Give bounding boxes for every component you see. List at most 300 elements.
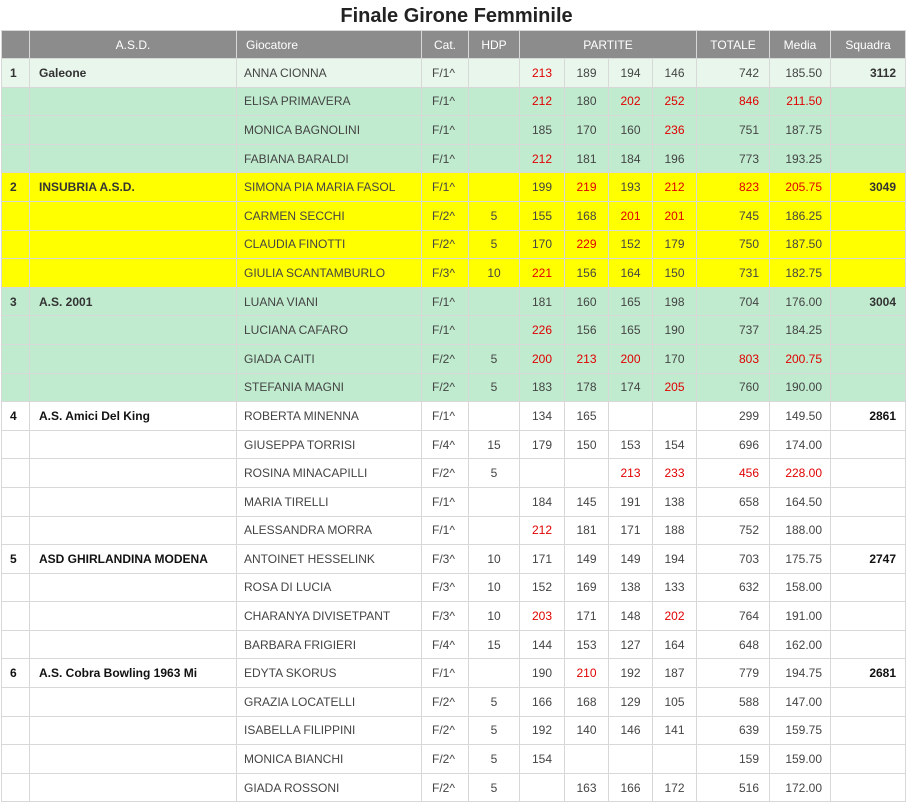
game-score: 172 [653, 773, 697, 802]
player-total: 752 [697, 516, 770, 545]
player-average: 186.25 [770, 201, 831, 230]
player-handicap: 5 [469, 459, 520, 488]
table-row [2, 659, 906, 688]
team-name [30, 773, 237, 802]
team-squad-total [831, 459, 906, 488]
player-name: GRAZIA LOCATELLI [237, 688, 422, 717]
team-name [30, 487, 237, 516]
game-score: 181 [565, 516, 609, 545]
player-name: LUCIANA CAFARO [237, 316, 422, 345]
player-name: BARBARA FRIGIERI [237, 630, 422, 659]
player-total: 516 [697, 773, 770, 802]
player-handicap: 10 [469, 545, 520, 574]
player-name: ELISA PRIMAVERA [237, 87, 422, 116]
game-score: 212 [520, 144, 565, 173]
team-squad-total [831, 201, 906, 230]
player-category: F/3^ [422, 545, 469, 574]
table-header-row [2, 31, 906, 59]
player-total: 742 [697, 59, 770, 88]
player-category: F/1^ [422, 316, 469, 345]
team-name: Galeone [30, 59, 237, 88]
game-score: 213 [609, 459, 653, 488]
page-title: Finale Girone Femminile [340, 5, 573, 27]
player-average: 211.50 [770, 87, 831, 116]
game-score: 192 [609, 659, 653, 688]
player-handicap [469, 144, 520, 173]
game-score: 150 [565, 430, 609, 459]
team-rank [2, 259, 30, 288]
team-rank [2, 716, 30, 745]
player-category: F/2^ [422, 773, 469, 802]
game-score: 165 [565, 402, 609, 431]
game-score: 171 [520, 545, 565, 574]
game-score: 210 [565, 659, 609, 688]
player-handicap [469, 173, 520, 202]
game-score: 160 [609, 116, 653, 145]
table-row [2, 373, 906, 402]
team-name: A.S. 2001 [30, 287, 237, 316]
team-rank: 6 [2, 659, 30, 688]
game-score: 193 [609, 173, 653, 202]
player-total: 803 [697, 344, 770, 373]
player-average: 174.00 [770, 430, 831, 459]
player-name: ANTOINET HESSELINK [237, 545, 422, 574]
player-average: 147.00 [770, 688, 831, 717]
player-average: 200.75 [770, 344, 831, 373]
team-squad-total [831, 144, 906, 173]
team-squad-total [831, 430, 906, 459]
player-category: F/2^ [422, 688, 469, 717]
table-row [2, 516, 906, 545]
team-name [30, 201, 237, 230]
game-score: 203 [520, 602, 565, 631]
player-handicap [469, 516, 520, 545]
game-score [653, 402, 697, 431]
player-name: MONICA BIANCHI [237, 745, 422, 774]
game-score: 212 [520, 516, 565, 545]
team-rank [2, 745, 30, 774]
player-handicap [469, 287, 520, 316]
game-score: 205 [653, 373, 697, 402]
table-body [2, 59, 906, 802]
game-score: 179 [653, 230, 697, 259]
header-player: Giocatore [237, 31, 422, 59]
game-score: 145 [565, 487, 609, 516]
table-row [2, 201, 906, 230]
team-squad-total [831, 516, 906, 545]
player-name: MARIA TIRELLI [237, 487, 422, 516]
game-score: 212 [520, 87, 565, 116]
game-score: 154 [653, 430, 697, 459]
player-total: 745 [697, 201, 770, 230]
team-name [30, 573, 237, 602]
game-score: 156 [565, 259, 609, 288]
team-rank [2, 688, 30, 717]
game-score: 138 [653, 487, 697, 516]
player-handicap: 5 [469, 716, 520, 745]
player-average: 190.00 [770, 373, 831, 402]
player-handicap: 10 [469, 573, 520, 602]
player-category: F/1^ [422, 659, 469, 688]
player-name: FABIANA BARALDI [237, 144, 422, 173]
table-row [2, 116, 906, 145]
table-row [2, 287, 906, 316]
player-name: GIADA ROSSONI [237, 773, 422, 802]
header-hdp: HDP [469, 31, 520, 59]
team-rank [2, 516, 30, 545]
game-score: 166 [520, 688, 565, 717]
game-score [609, 745, 653, 774]
player-category: F/1^ [422, 516, 469, 545]
team-name [30, 745, 237, 774]
player-category: F/2^ [422, 201, 469, 230]
game-score: 170 [520, 230, 565, 259]
game-score: 149 [565, 545, 609, 574]
player-category: F/2^ [422, 459, 469, 488]
team-rank: 1 [2, 59, 30, 88]
player-total: 779 [697, 659, 770, 688]
game-score: 233 [653, 459, 697, 488]
player-average: 176.00 [770, 287, 831, 316]
game-score: 146 [653, 59, 697, 88]
player-average: 193.25 [770, 144, 831, 173]
header-rank [2, 31, 30, 59]
game-score: 129 [609, 688, 653, 717]
player-category: F/1^ [422, 59, 469, 88]
game-score: 133 [653, 573, 697, 602]
team-name: A.S. Amici Del King [30, 402, 237, 431]
header-games: PARTITE [520, 31, 697, 59]
game-score: 160 [565, 287, 609, 316]
game-score: 148 [609, 602, 653, 631]
player-average: 182.75 [770, 259, 831, 288]
player-total: 658 [697, 487, 770, 516]
team-squad-total [831, 688, 906, 717]
player-total: 696 [697, 430, 770, 459]
game-score: 190 [520, 659, 565, 688]
team-squad-total [831, 773, 906, 802]
game-score: 185 [520, 116, 565, 145]
results-table [1, 30, 906, 802]
game-score: 153 [565, 630, 609, 659]
player-average: 194.75 [770, 659, 831, 688]
table-row [2, 487, 906, 516]
table-row [2, 87, 906, 116]
player-category: F/3^ [422, 259, 469, 288]
team-rank: 3 [2, 287, 30, 316]
player-name: GIULIA SCANTAMBURLO [237, 259, 422, 288]
game-score: 163 [565, 773, 609, 802]
game-score: 194 [653, 545, 697, 574]
player-average: 205.75 [770, 173, 831, 202]
team-squad-total [831, 316, 906, 345]
team-squad-total [831, 487, 906, 516]
player-category: F/2^ [422, 230, 469, 259]
player-category: F/4^ [422, 630, 469, 659]
player-handicap [469, 402, 520, 431]
player-category: F/1^ [422, 402, 469, 431]
player-average: 149.50 [770, 402, 831, 431]
player-handicap: 15 [469, 630, 520, 659]
team-name [30, 459, 237, 488]
game-score: 152 [520, 573, 565, 602]
team-squad-total: 3112 [831, 59, 906, 88]
player-name: CHARANYA DIVISETPANT [237, 602, 422, 631]
player-total: 648 [697, 630, 770, 659]
game-score: 236 [653, 116, 697, 145]
player-total: 703 [697, 545, 770, 574]
player-category: F/1^ [422, 487, 469, 516]
player-name: ISABELLA FILIPPINI [237, 716, 422, 745]
team-squad-total [831, 259, 906, 288]
player-average: 162.00 [770, 630, 831, 659]
player-category: F/3^ [422, 602, 469, 631]
team-rank: 4 [2, 402, 30, 431]
game-score: 156 [565, 316, 609, 345]
team-rank [2, 487, 30, 516]
player-category: F/2^ [422, 344, 469, 373]
team-squad-total: 2861 [831, 402, 906, 431]
team-rank [2, 773, 30, 802]
player-average: 188.00 [770, 516, 831, 545]
game-score: 166 [609, 773, 653, 802]
player-handicap: 10 [469, 259, 520, 288]
player-handicap: 10 [469, 602, 520, 631]
player-category: F/4^ [422, 430, 469, 459]
game-score: 199 [520, 173, 565, 202]
team-name [30, 516, 237, 545]
player-average: 164.50 [770, 487, 831, 516]
game-score [653, 745, 697, 774]
game-score: 179 [520, 430, 565, 459]
game-score: 184 [520, 487, 565, 516]
player-handicap [469, 116, 520, 145]
game-score: 170 [653, 344, 697, 373]
player-average: 187.75 [770, 116, 831, 145]
team-squad-total [831, 373, 906, 402]
game-score: 138 [609, 573, 653, 602]
player-name: GIUSEPPA TORRISI [237, 430, 422, 459]
player-name: SIMONA PIA MARIA FASOL [237, 173, 422, 202]
player-average: 184.25 [770, 316, 831, 345]
team-rank [2, 316, 30, 345]
game-score: 252 [653, 87, 697, 116]
game-score: 229 [565, 230, 609, 259]
team-name: INSUBRIA A.S.D. [30, 173, 237, 202]
team-rank [2, 230, 30, 259]
player-average: 159.00 [770, 745, 831, 774]
game-score: 178 [565, 373, 609, 402]
team-rank [2, 116, 30, 145]
player-name: CLAUDIA FINOTTI [237, 230, 422, 259]
game-score: 155 [520, 201, 565, 230]
game-score: 144 [520, 630, 565, 659]
game-score [609, 402, 653, 431]
table-row [2, 173, 906, 202]
player-handicap [469, 87, 520, 116]
player-total: 764 [697, 602, 770, 631]
team-rank [2, 344, 30, 373]
table-row [2, 773, 906, 802]
header-squad: Squadra [831, 31, 906, 59]
player-average: 191.00 [770, 602, 831, 631]
game-score [565, 745, 609, 774]
player-category: F/1^ [422, 116, 469, 145]
team-name: ASD GHIRLANDINA MODENA [30, 545, 237, 574]
player-total: 751 [697, 116, 770, 145]
team-name [30, 230, 237, 259]
player-average: 228.00 [770, 459, 831, 488]
game-score: 152 [609, 230, 653, 259]
player-total: 823 [697, 173, 770, 202]
header-asd: A.S.D. [30, 31, 237, 59]
table-row [2, 630, 906, 659]
game-score [565, 459, 609, 488]
game-score: 188 [653, 516, 697, 545]
game-score: 200 [609, 344, 653, 373]
team-name [30, 87, 237, 116]
game-score: 170 [565, 116, 609, 145]
player-name: MONICA BAGNOLINI [237, 116, 422, 145]
team-squad-total [831, 87, 906, 116]
game-score: 168 [565, 201, 609, 230]
player-average: 172.00 [770, 773, 831, 802]
team-rank [2, 201, 30, 230]
table-row [2, 545, 906, 574]
game-score: 146 [609, 716, 653, 745]
game-score: 154 [520, 745, 565, 774]
player-handicap: 5 [469, 230, 520, 259]
player-category: F/3^ [422, 573, 469, 602]
player-handicap [469, 487, 520, 516]
player-handicap [469, 59, 520, 88]
game-score: 194 [609, 59, 653, 88]
game-score [520, 773, 565, 802]
game-score [520, 459, 565, 488]
team-squad-total [831, 602, 906, 631]
game-score: 134 [520, 402, 565, 431]
team-squad-total: 2681 [831, 659, 906, 688]
game-score: 184 [609, 144, 653, 173]
player-handicap: 5 [469, 773, 520, 802]
game-score: 127 [609, 630, 653, 659]
team-squad-total [831, 745, 906, 774]
player-name: ROSINA MINACAPILLI [237, 459, 422, 488]
game-score: 226 [520, 316, 565, 345]
game-score: 171 [565, 602, 609, 631]
team-rank: 5 [2, 545, 30, 574]
game-score: 165 [609, 316, 653, 345]
player-average: 185.50 [770, 59, 831, 88]
team-rank [2, 459, 30, 488]
player-name: EDYTA SKORUS [237, 659, 422, 688]
team-squad-total [831, 573, 906, 602]
game-score: 219 [565, 173, 609, 202]
game-score: 169 [565, 573, 609, 602]
player-name: ROBERTA MINENNA [237, 402, 422, 431]
team-name [30, 344, 237, 373]
game-score: 201 [609, 201, 653, 230]
table-row [2, 459, 906, 488]
player-handicap: 5 [469, 688, 520, 717]
game-score: 187 [653, 659, 697, 688]
player-category: F/2^ [422, 745, 469, 774]
player-category: F/2^ [422, 716, 469, 745]
team-name [30, 688, 237, 717]
player-total: 737 [697, 316, 770, 345]
team-name: A.S. Cobra Bowling 1963 Mi [30, 659, 237, 688]
team-name [30, 316, 237, 345]
player-total: 731 [697, 259, 770, 288]
game-score: 181 [565, 144, 609, 173]
team-squad-total [831, 716, 906, 745]
header-cat: Cat. [422, 31, 469, 59]
team-name [30, 602, 237, 631]
game-score: 171 [609, 516, 653, 545]
game-score: 213 [565, 344, 609, 373]
game-score: 221 [520, 259, 565, 288]
player-total: 639 [697, 716, 770, 745]
player-handicap: 5 [469, 201, 520, 230]
game-score: 201 [653, 201, 697, 230]
player-name: CARMEN SECCHI [237, 201, 422, 230]
game-score: 189 [565, 59, 609, 88]
team-name [30, 116, 237, 145]
player-total: 588 [697, 688, 770, 717]
table-row [2, 259, 906, 288]
table-row [2, 402, 906, 431]
team-squad-total: 2747 [831, 545, 906, 574]
player-total: 159 [697, 745, 770, 774]
team-rank: 2 [2, 173, 30, 202]
game-score: 105 [653, 688, 697, 717]
table-row [2, 344, 906, 373]
game-score: 141 [653, 716, 697, 745]
team-name [30, 716, 237, 745]
player-name: LUANA VIANI [237, 287, 422, 316]
team-squad-total: 3049 [831, 173, 906, 202]
team-squad-total [831, 630, 906, 659]
player-total: 632 [697, 573, 770, 602]
game-score: 196 [653, 144, 697, 173]
player-handicap: 15 [469, 430, 520, 459]
player-average: 175.75 [770, 545, 831, 574]
player-total: 456 [697, 459, 770, 488]
player-total: 773 [697, 144, 770, 173]
player-name: ANNA CIONNA [237, 59, 422, 88]
player-total: 704 [697, 287, 770, 316]
table-row [2, 745, 906, 774]
team-name [30, 630, 237, 659]
team-name [30, 373, 237, 402]
game-score: 164 [653, 630, 697, 659]
game-score: 168 [565, 688, 609, 717]
game-score: 198 [653, 287, 697, 316]
game-score: 183 [520, 373, 565, 402]
table-row [2, 716, 906, 745]
table-row [2, 230, 906, 259]
team-rank [2, 602, 30, 631]
player-average: 158.00 [770, 573, 831, 602]
game-score: 200 [520, 344, 565, 373]
table-row [2, 688, 906, 717]
player-handicap: 5 [469, 344, 520, 373]
team-squad-total [831, 230, 906, 259]
game-score: 213 [520, 59, 565, 88]
game-score: 212 [653, 173, 697, 202]
game-score: 164 [609, 259, 653, 288]
team-squad-total: 3004 [831, 287, 906, 316]
